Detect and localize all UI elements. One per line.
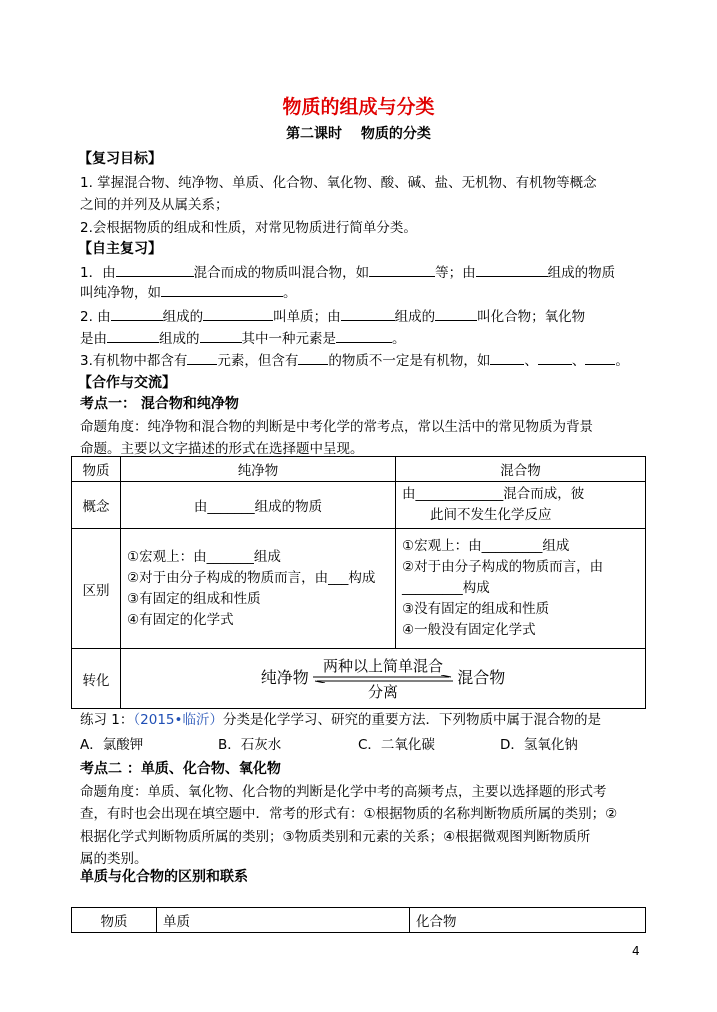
fill-blank[interactable] <box>369 263 435 277</box>
fill-blank[interactable] <box>435 307 477 321</box>
text: 、 <box>524 353 538 369</box>
point-2-desc-c: 根据化学式判断物质所属的类别；③物质类别和元素的关系；④根据微观图判断物质所 <box>80 829 591 845</box>
lesson-subtitle: 第二课时 物质的分类 <box>286 126 431 142</box>
row-label: 转化 <box>72 649 121 709</box>
point-2-desc-b: 查，有时也会出现在填空题中．常考的形式有：①根据物质的名称判断物质所属的类别；② <box>80 806 618 822</box>
list-item: _________构成 <box>402 580 490 596</box>
text: 混合而成的物质叫混合物，如 <box>193 265 370 281</box>
header-cell: 化合物 <box>410 908 646 933</box>
text: 等；由 <box>435 265 476 281</box>
page-number: 4 <box>632 944 640 958</box>
fill-blank[interactable] <box>187 351 217 365</box>
fill-blank[interactable] <box>585 351 615 365</box>
self-review-line-4 <box>80 327 406 347</box>
fill-blank[interactable] <box>298 351 328 365</box>
conv-bottom-label: 分离 <box>367 682 398 701</box>
conv-left-label: 纯净物 <box>260 667 309 687</box>
table-row <box>72 457 646 482</box>
list-item: ②对于由分子构成的物质而言，由___构成 <box>127 569 376 586</box>
cooperation-header: 【合作与交流】 <box>78 375 176 391</box>
option-b[interactable]: B．石灰水 <box>218 737 282 753</box>
point-2-desc-d: 属的类别。 <box>80 851 148 867</box>
fill-blank[interactable] <box>203 307 273 321</box>
header-cell: 纯净物 <box>121 457 396 482</box>
fill-blank[interactable] <box>336 329 392 343</box>
conversion-cell <box>121 649 646 709</box>
point-1-title: 考点一： 混合物和纯净物 <box>80 396 239 412</box>
text: 叫纯净物，如 <box>80 285 161 301</box>
list-item: ③有固定的组成和性质 <box>127 590 261 607</box>
self-review-line-2 <box>80 281 297 301</box>
point-2-desc-a: 命题角度：单质、氧化物、化合物的判断是化学中考的高频考点，主要以选择题的形式考 <box>80 784 607 800</box>
table-row <box>72 482 646 529</box>
header-cell: 物质 <box>72 457 121 482</box>
self-review-line-3 <box>80 305 585 325</box>
fill-blank[interactable] <box>111 307 163 321</box>
exercise-1-question <box>80 708 601 728</box>
text: 3.有机物中都含有 <box>80 353 188 369</box>
concept-mixture-cell <box>396 482 646 529</box>
table-row <box>72 529 646 649</box>
self-review-header: 【自主复习】 <box>78 241 162 257</box>
conversion-arrows <box>313 657 453 701</box>
fill-blank[interactable] <box>490 351 524 365</box>
text: 其中一种元素是 <box>241 331 336 347</box>
exercise-text: 分类是化学学习、研究的重要方法．下列物质中属于混合物的是 <box>222 712 601 728</box>
list-item: ④一般没有固定化学式 <box>402 622 536 638</box>
diff-pure-cell <box>121 529 396 649</box>
conv-top-label: 两种以上简单混合 <box>322 656 443 675</box>
text: 的物质不一定是有机物，如 <box>328 353 491 369</box>
row-label: 区别 <box>72 529 121 649</box>
header-cell: 物质 <box>72 908 157 933</box>
header-cell: 单质 <box>157 908 410 933</box>
text: 组成的 <box>394 309 436 325</box>
text: 组成的 <box>159 331 200 347</box>
option-a[interactable]: A．氯酸钾 <box>80 737 144 753</box>
point-2-title: 考点二 ：单质、化合物、氧化物 <box>80 761 281 777</box>
goal-1-line-b: 之间的并列及从属关系； <box>80 197 229 213</box>
exercise-source: （2015•临沂） <box>133 712 223 728</box>
fill-blank[interactable] <box>476 263 548 277</box>
fill-blank[interactable] <box>200 329 242 343</box>
page-title: 物质的组成与分类 <box>282 96 435 118</box>
goal-2: 2.会根据物质的组成和性质，对常见物质进行简单分类。 <box>80 220 417 236</box>
pure-vs-mixture-table <box>71 456 646 709</box>
point-1-desc-a: 命题角度：纯净物和混合物的判断是中考化学的常考点，常以生活中的常见物质为背景 <box>80 419 593 435</box>
text: 此间不发生化学反应 <box>430 507 552 523</box>
list-item: ④有固定的化学式 <box>127 611 234 628</box>
self-review-line-1 <box>80 261 615 281</box>
self-review-line-5 <box>80 349 629 369</box>
point-2-subtitle: 单质与化合物的区别和联系 <box>80 869 248 885</box>
text: 组成的物质 <box>547 265 616 281</box>
element-compound-table <box>71 907 646 933</box>
header-cell: 混合物 <box>396 457 646 482</box>
exercise-prefix: 练习 1： <box>80 712 134 728</box>
point-1-desc-b: 命题。主要以文字描述的形式在选择题中呈现。 <box>80 441 364 457</box>
conv-right-label: 混合物 <box>457 667 506 687</box>
list-item: ①宏观上：由_________组成 <box>402 538 570 554</box>
fill-blank[interactable] <box>161 283 283 297</box>
text: 叫单质；由 <box>273 309 341 325</box>
text: 。 <box>615 353 629 369</box>
text: 叫化合物；氧化物 <box>477 309 586 325</box>
fill-blank[interactable] <box>107 329 159 343</box>
fill-blank[interactable] <box>341 307 395 321</box>
text: 。 <box>392 331 406 347</box>
list-item: ②对于由分子构成的物质而言，由 <box>402 559 604 575</box>
list-item: ①宏观上：由_______组成 <box>127 548 281 565</box>
double-arrow-icon <box>313 675 453 683</box>
text: 元素，但含有 <box>217 353 299 369</box>
text: 组成的 <box>162 309 204 325</box>
fill-blank[interactable] <box>116 263 194 277</box>
text: 、 <box>571 353 586 369</box>
row-label: 概念 <box>72 482 121 529</box>
option-c[interactable]: C．二氧化碳 <box>358 737 435 753</box>
concept-pure-cell: 由_______组成的物质 <box>121 482 396 529</box>
text: 由_____________混合而成，彼 <box>402 486 585 502</box>
list-item: ③没有固定的组成和性质 <box>402 601 550 617</box>
text: 是由 <box>80 331 107 347</box>
goal-1-line-a: 1. 掌握混合物、纯净物、单质、化合物、氧化物、酸、碱、盐、无机物、有机物等概念 <box>80 175 597 191</box>
table-row <box>72 649 646 709</box>
review-goals-header: 【复习目标】 <box>78 151 162 167</box>
table-row <box>72 908 646 933</box>
diff-mixture-cell <box>396 529 646 649</box>
text: 。 <box>283 285 297 301</box>
option-d[interactable]: D．氢氧化钠 <box>500 737 578 753</box>
text: 1．由 <box>80 265 116 281</box>
fill-blank[interactable] <box>538 351 572 365</box>
text: 2. 由 <box>80 309 111 325</box>
